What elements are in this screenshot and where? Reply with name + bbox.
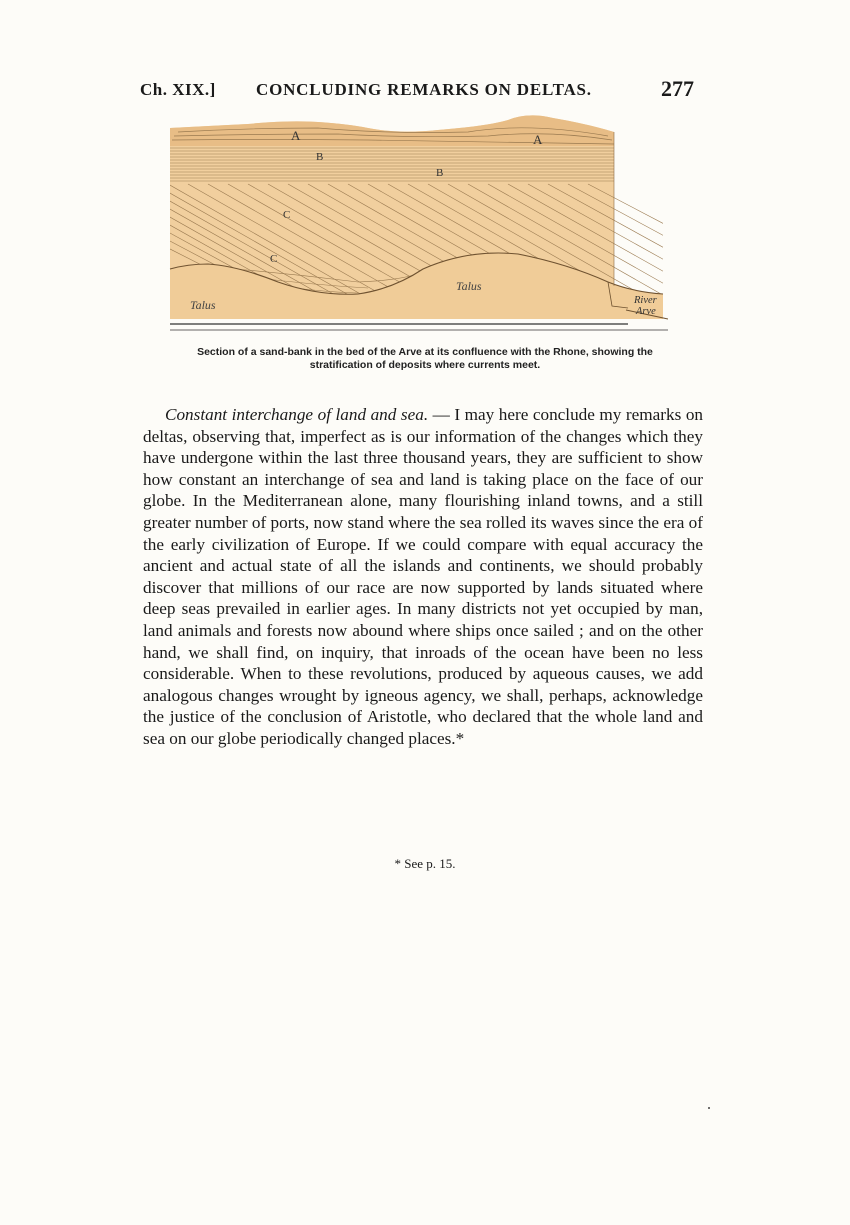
label-river-name: Arve (636, 306, 656, 317)
label-river: River (634, 295, 657, 306)
running-header (140, 76, 700, 106)
stratification-illustration (168, 114, 668, 340)
paragraph (143, 404, 703, 750)
label-c-lower: C (270, 253, 278, 265)
paragraph-text: — I may here conclude my remarks on deltas, observing that, imperfect as is our information of the changes which they have undergone within the last three thousand years, they are sufficient to show how constant an interchange of sea and land is taking place on the face of our globe. In the Mediterranean alone, many flourishing inland towns, and a still greater number of ports, now stand where the sea rolled its waves since the era of the early civilization of Europe. If we could compare with equal accuracy the ancient and actual state of all the islands and continents, we should probably discover that millions of our race are now supported by lands situated where deep seas prevailed in earlier ages. In many districts not yet occupied by man, land animals and forests now abound where ships once sailed ; and on the other hand, we shall find, on inquiry, that inroads of the ocean have been no less considerable. When to these revolutions, produced by aqueous causes, we add analogous changes wrought by igneous agency, we shall, perhaps, acknowledge the justice of the conclusion of Aristotle, who declared that the whole land and sea on our globe periodically changed places.* (143, 405, 704, 748)
label-b-left: B (316, 151, 324, 163)
label-talus-left: Talus (190, 298, 216, 312)
figure-caption (150, 346, 700, 372)
paragraph-heading: Constant interchange of land and sea. (165, 405, 429, 424)
label-talus-center: Talus (456, 279, 482, 293)
main-paragraph (143, 404, 703, 750)
layer-a (170, 115, 614, 146)
footnote: * See p. 15. (394, 856, 456, 871)
caption-line-2: stratification of deposits where currents meet. (309, 359, 541, 371)
sand-bank-section-figure (168, 114, 668, 340)
page-title: CONCLUDING REMARKS ON DELTAS. (256, 80, 592, 99)
page-speck (708, 1107, 710, 1109)
caption-line-1: Section of a sand-bank in the bed of the Arve at its confluence with the Rhone, showing the (197, 346, 653, 358)
label-a-right: A (533, 132, 543, 147)
label-b-right: B (436, 167, 444, 179)
page-number: 277 (661, 76, 694, 101)
label-a-left: A (291, 128, 301, 143)
label-c-upper: C (283, 209, 291, 221)
chapter-label: Ch. XIX.] (140, 80, 216, 99)
